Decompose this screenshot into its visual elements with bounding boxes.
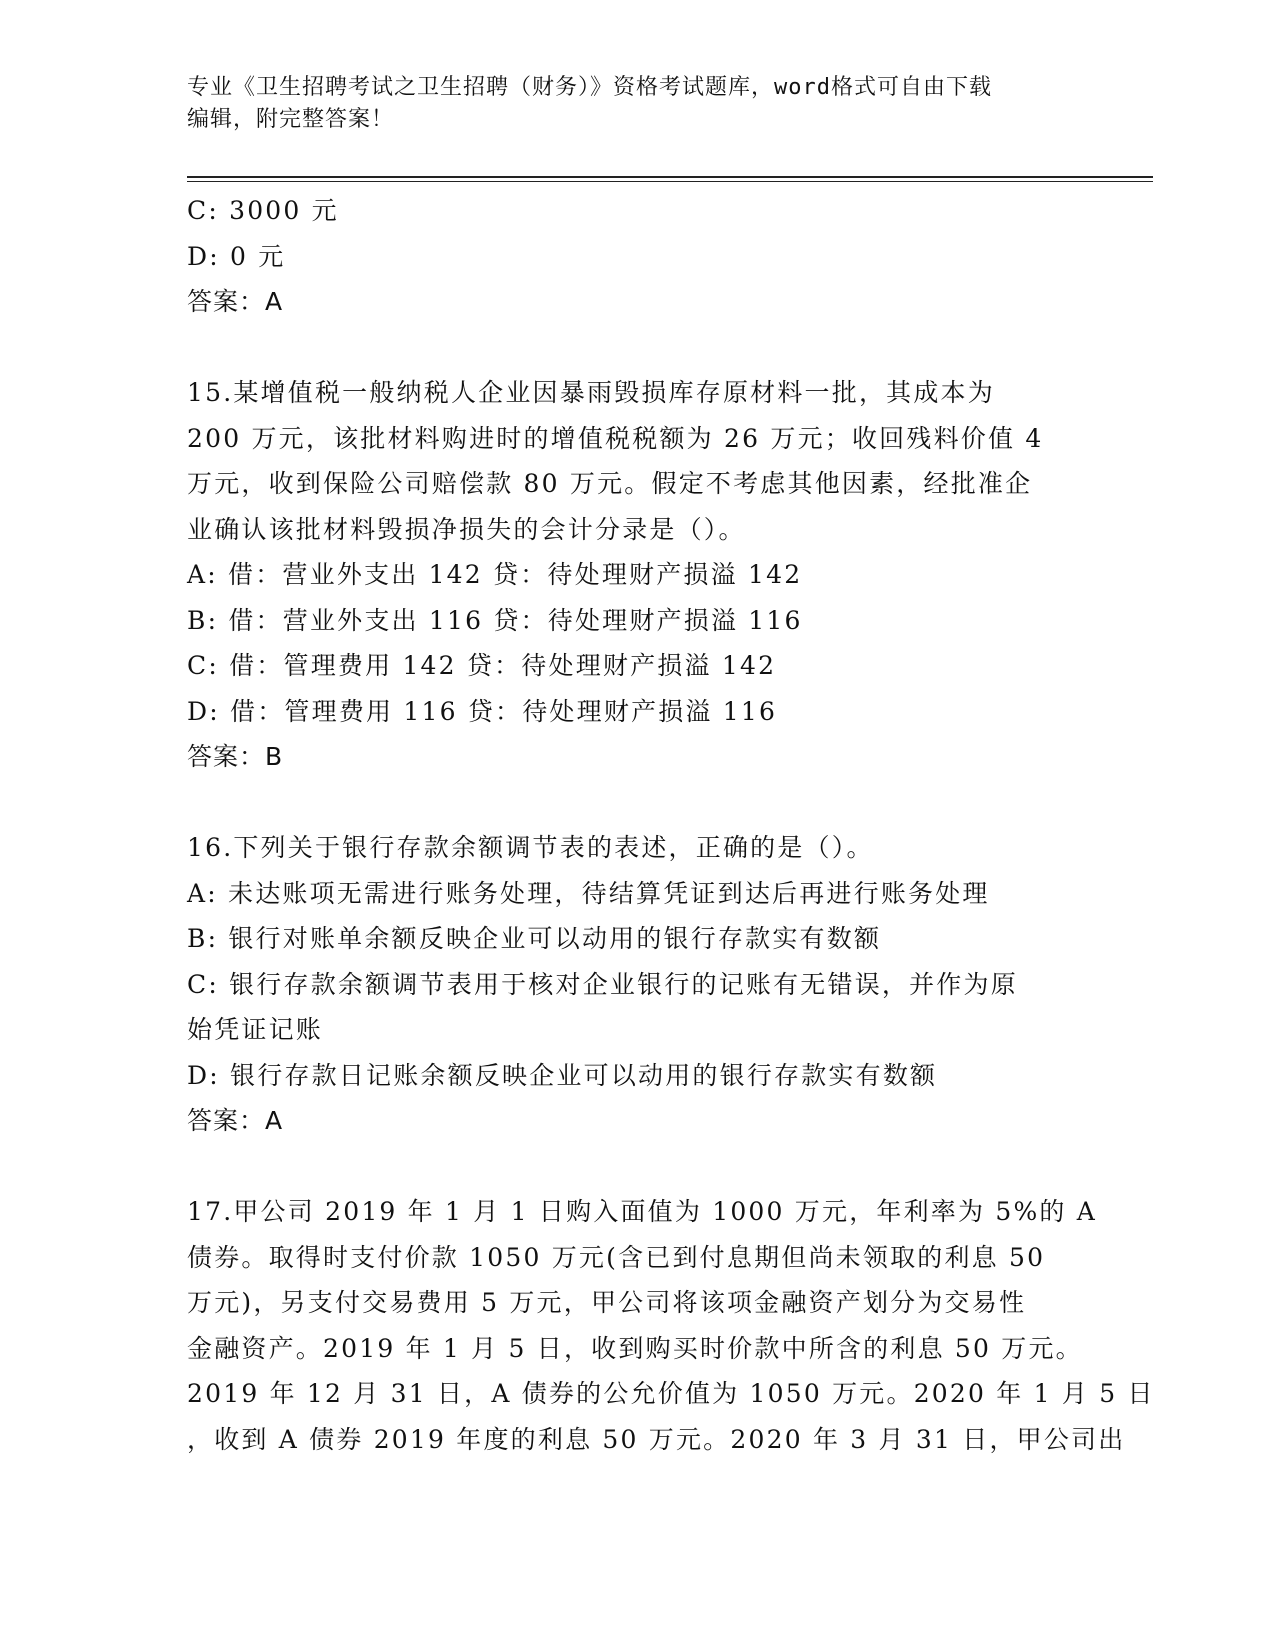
question-stem-line: 万元)，另支付交易费用 5 万元，甲公司将该项金融资产划分为交易性 <box>187 1288 1027 1317</box>
option-c: C: 3000 元 <box>187 196 339 225</box>
question-16 <box>187 825 1077 1144</box>
header-divider <box>187 176 1153 178</box>
question-stem-line: 16.下列关于银行存款余额调节表的表述，正确的是（）。 <box>187 833 874 862</box>
option-a: A: 未达账项无需进行账务处理，待结算凭证到达后再进行账务处理 <box>187 878 990 908</box>
answer-line: 答案：A <box>187 287 284 316</box>
page-header <box>187 72 1067 136</box>
option-d: D: 0 元 <box>187 241 286 271</box>
option-c-continued: 始凭证记账 <box>187 1015 324 1044</box>
option-c: C: 银行存款余额调节表用于核对企业银行的记账有无错误，并作为原 <box>187 969 1018 999</box>
question-stem-line: 15.某增值税一般纳税人企业因暴雨毁损库存原材料一批，其成本为 <box>187 378 995 407</box>
question-content <box>187 188 1155 1462</box>
question-stem-line: 债券。取得时支付价款 1050 万元(含已到付息期但尚未领取的利息 50 <box>187 1242 1046 1272</box>
question-stem-line: 17.甲公司 2019 年 1 月 1 日购入面值为 1000 万元，年利率为 5%的 A <box>187 1197 1098 1226</box>
question-stem-line: 业确认该批材料毁损净损失的会计分录是（）。 <box>187 514 746 544</box>
header-line-1: 专业《卫生招聘考试之卫生招聘（财务）》资格考试题库，word格式可自由下载 <box>187 75 992 100</box>
answer-line: 答案：B <box>187 742 284 771</box>
option-a: A: 借：营业外支出 142 贷：待处理财产损溢 142 <box>187 560 803 589</box>
question-stem-line: 万元，收到保险公司赔偿款 80 万元。假定不考虑其他因素，经批准企 <box>187 469 1033 498</box>
question-stem-line: 200 万元，该批材料购进时的增值税税额为 26 万元；收回残料价值 4 <box>187 423 1044 453</box>
spacer <box>187 1144 1077 1190</box>
option-b: B: 借：营业外支出 116 贷：待处理财产损溢 116 <box>187 605 803 635</box>
option-b: B: 银行对账单余额反映企业可以动用的银行存款实有数额 <box>187 924 882 953</box>
option-d: D: 银行存款日记账余额反映企业可以动用的银行存款实有数额 <box>187 1060 938 1090</box>
spacer <box>187 325 1077 371</box>
question-stem-line: 2019 年 12 月 31 日，A 债券的公允价值为 1050 万元。2020 年 1 月 5 日 <box>187 1379 1155 1408</box>
option-c: C: 借：管理费用 142 贷：待处理财产损溢 142 <box>187 651 777 680</box>
header-divider-thin <box>187 181 1153 182</box>
question-stem-line: 金融资产。2019 年 1 月 5 日，收到购买时价款中所含的利息 50 万元。 <box>187 1333 1083 1363</box>
spacer <box>187 780 1077 826</box>
answer-line: 答案：A <box>187 1106 284 1135</box>
option-d: D: 借：管理费用 116 贷：待处理财产损溢 116 <box>187 696 778 726</box>
question-15 <box>187 370 1077 780</box>
question-17 <box>187 1189 1155 1462</box>
header-line-2: 编辑，附完整答案！ <box>187 107 395 132</box>
question-stem-line: ，收到 A 债券 2019 年度的利息 50 万元。2020 年 3 月 31 日，甲公司出 <box>187 1424 1126 1454</box>
